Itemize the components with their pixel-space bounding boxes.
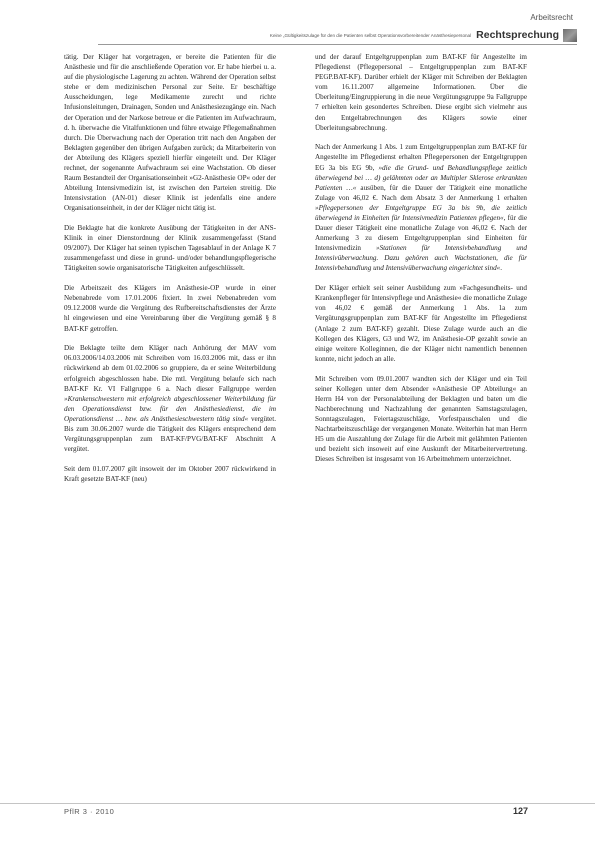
quoted-regulation: »Pflegepersonen der Entgeltgruppe EG 3a bis 9b, die zeitlich überwiegend in Einheiten für Intensivmedizin Patienten pflegen« [315, 203, 527, 222]
section-tag: Arbeitsrecht [530, 13, 573, 22]
left-paragraph-5: Seit dem 01.07.2007 gilt insoweit der im Oktober 2007 rückwirkend in Kraft gesetzte BAT-KF (neu) [64, 464, 276, 483]
quoted-regulation: »die die Grund- und Behandlungspflege zeitlich überwiegend bei … d) gelähmten oder an Multipler Sklerose erkrankten Patienten …« [315, 163, 527, 192]
text-run: Nach der Anmerkung 1 Abs. 1 zum Entgeltgruppenplan zum BAT-KF für Angestellte im Pflegedienst erhalten Pflegepersonen der Entgeltgruppen EG 3a bis EG 9b, [315, 143, 527, 172]
journal-reference: PflR 3 · 2010 [64, 807, 115, 816]
left-column [64, 52, 276, 494]
running-header [98, 26, 577, 45]
page-footer [0, 803, 595, 822]
text-run: Die Beklagte teilte dem Kläger nach Anhörung der MAV vom 06.03.2006/14.03.2006 mit Schreiben vom 16.03.2006 mit, dass er ihn rückwirkend ab dem 01.02.2006 so gruppiere, da er seine Weiterbildung erfolgreich abgeschlossen habe. Die mtl. Vergütung belaufe sich nach BAT-KF Kr. VI Fallgruppe 6 a. Nach dieser Fallgruppe werden [64, 344, 276, 393]
journal-logo-icon [563, 29, 577, 42]
text-run: , für die Dauer dieser Tätigkeit eine monatliche Zulage von 46,02 €. Nach der Anmerkung 3 zu diesem Entgeltgruppenplan sind Einheiten für Intensivmedizin [315, 214, 527, 253]
left-paragraph-4 [64, 343, 276, 454]
right-paragraph-4: Mit Schreiben vom 09.01.2007 wandten sich der Kläger und ein Teil seiner Kollegen unter dem Absender »Anästhesie OP Abteilung« an Herrn H4 von der Personalabteilung der Beklagten und baten um die Nachberechnung und Nachzahlung der genannten Samstagszulagen, Sonntagszulagen, Feiertagszuschläge, Vorfestpauschalen und die Nachtarbeitszuschläge der vergangenen Monate. Weiterhin hat man Herrn H5 um die Auszahlung der Zulage für die Arbeit mit gelähmten Patienten und bezieht sich insoweit auf eine Auskunft der Mitarbeitervertretung. Dieses Schreiben ist insgesamt von 16 Arbeitnehmern unterzeichnet. [315, 374, 527, 464]
left-paragraph-2: Die Beklagte hat die konkrete Ausübung der Tätigkeiten in der ANS-Klinik in einer Dienstordnung der Klinik zusammengefasst (Stand 09/2007). Der Kläger hat seinen typischen Tagesablauf in der Anlage K 7 zusammengefasst und diese in grund- und/oder behandlungspflegerische Tätigkeiten sowie organisatorische Tätigkeiten aufgeschlüsselt. [64, 224, 276, 273]
running-title: Rechtsprechung [476, 29, 559, 41]
right-column [315, 52, 527, 474]
left-paragraph-3: Die Arbeitszeit des Klägers im Anästhesie-OP wurde in einer Nebenabrede vom 17.01.2006 fixiert. In zwei Nebenabreden vom 09.12.2008 wurde die Vergütung des Rufbereitschaftsdienstes der Ärzte hl eingewiesen und eine Vereinbarung über die Vergütung gemäß § 8 BAT-KF getroffen. [64, 284, 276, 333]
text-run: . [500, 264, 503, 273]
right-paragraph-3: Der Kläger erhielt seit seiner Ausbildung zum »Fachgesundheits- und Krankenpfleger für Intensivpflege und Anästhesie« die monatliche Zulage von 46,02 € gemäß der Anmerkung 1 Abs. 1a zum Vergütungsgruppenplan zum BAT-KF für Angestellte im Pflegedienst (Anlage 2 zum BAT-KF) gezahlt. Diese Zulage wurde auch an die Kollegen des Klägers, G3 und W2, im Anästhesie-OP gezahlt sowie an einige weitere Kolleginnen, die der Kläger nicht namentlich benennen konnte, nicht jedoch an alle. [315, 284, 527, 363]
left-paragraph-1: tätig. Der Kläger hat vorgetragen, er bereite die Patienten für die Anästhesie und für die anschließende Operation vor. Er habe hierbei u. a. auf die physiologische Lagerung zu achten. Während der Operation selbst stehe er dem medizinischen Personal zur Seite. Er beschäftige Ausscheidungen, lege Medikamente zurecht und richte Infusionsleitungen, Drainagen, Sonden und Anästhesiezugänge ein. Nach der Operation und der Narkose betreue er die Patienten im Aufwachraum, d. h. überwache die Vitalfunktionen und führe etwaige Pflegemaßnahmen durch. Die Überwachung nach der Operation tritt nach den Angaben der Beklagten gegenüber den übrigen Aufgaben zurück; da Mitarbeiterin von der Abteilung des Klägers speziell hierfür eingeteilt und. Der Kläger rechnet, der sogenannte Aufwachraum sei eine Wachstation. Ob dieser Raum Bestandteil der Organisationseinheit »G2-Anästhesie OP« oder der Abteilung Intensivmedizin ist, ist zwischen den Parteien streitig. Die Intensivstation (AN-01) dieser Klinik ist jedenfalls eine andere Organisationseinheit, in der der Kläger nicht tätig ist. [64, 53, 276, 213]
page-number: 127 [513, 806, 529, 816]
text-run: vergütet. Bis zum 30.06.2007 wurde die Tätigkeit des Klägers entsprechend dem Vergütungsgruppenplan zum BAT-KF/PVG/BAT-KF Abschnitt A vergütet. [64, 414, 276, 454]
quoted-regulation: »Stationen für Intensivbehandlung und Intensivüberwachung. Dazu gehören auch Wachstationen, die für Intensivbehandlung und Intensivüberwachung eingerichtet sind« [315, 244, 527, 273]
quoted-classification: »Krankenschwestern mit erfolgreich abgeschlossener Weiterbildung für den Operationsdienst bzw. für den Anästhesiedienst, die im Operationsdienst … bzw. als Anästhesieschwestern tätig sind« [64, 394, 276, 423]
running-subtitle: Keine „Gültigkeitszulage für den die Patienten selbst Operationsvorbereitender Anästhesiepersonal [269, 32, 472, 38]
text-run: ausüben, für die Dauer der Tätigkeit eine monatliche Zulage von 46,02 €. Nach dem Absatz 3 der Anmerkung 1 erhalten [315, 183, 527, 202]
right-paragraph-2 [315, 142, 527, 273]
right-paragraph-1: und der darauf Entgeltgruppenplan zum BAT-KF für Angestellte im Pflegedienst (Pflegepersonal – Entgeltgruppenplan zum BAT-KF PEGP.BAT-KF). Darüber erhielt der Kläger mit Schreiben der Beklagten vom 16.11.2007 allgemeine Informationen. Über die Überleitung/Eingruppierung in die neue Vergütungsgruppe 9a Fallgruppe 7 erhielten kein gesondertes Schreiben. Diese ergibt sich vielmehr aus den Entgeltabrechnungen des Klägers sowie einer Überleitungsabrechnung. [315, 53, 527, 132]
